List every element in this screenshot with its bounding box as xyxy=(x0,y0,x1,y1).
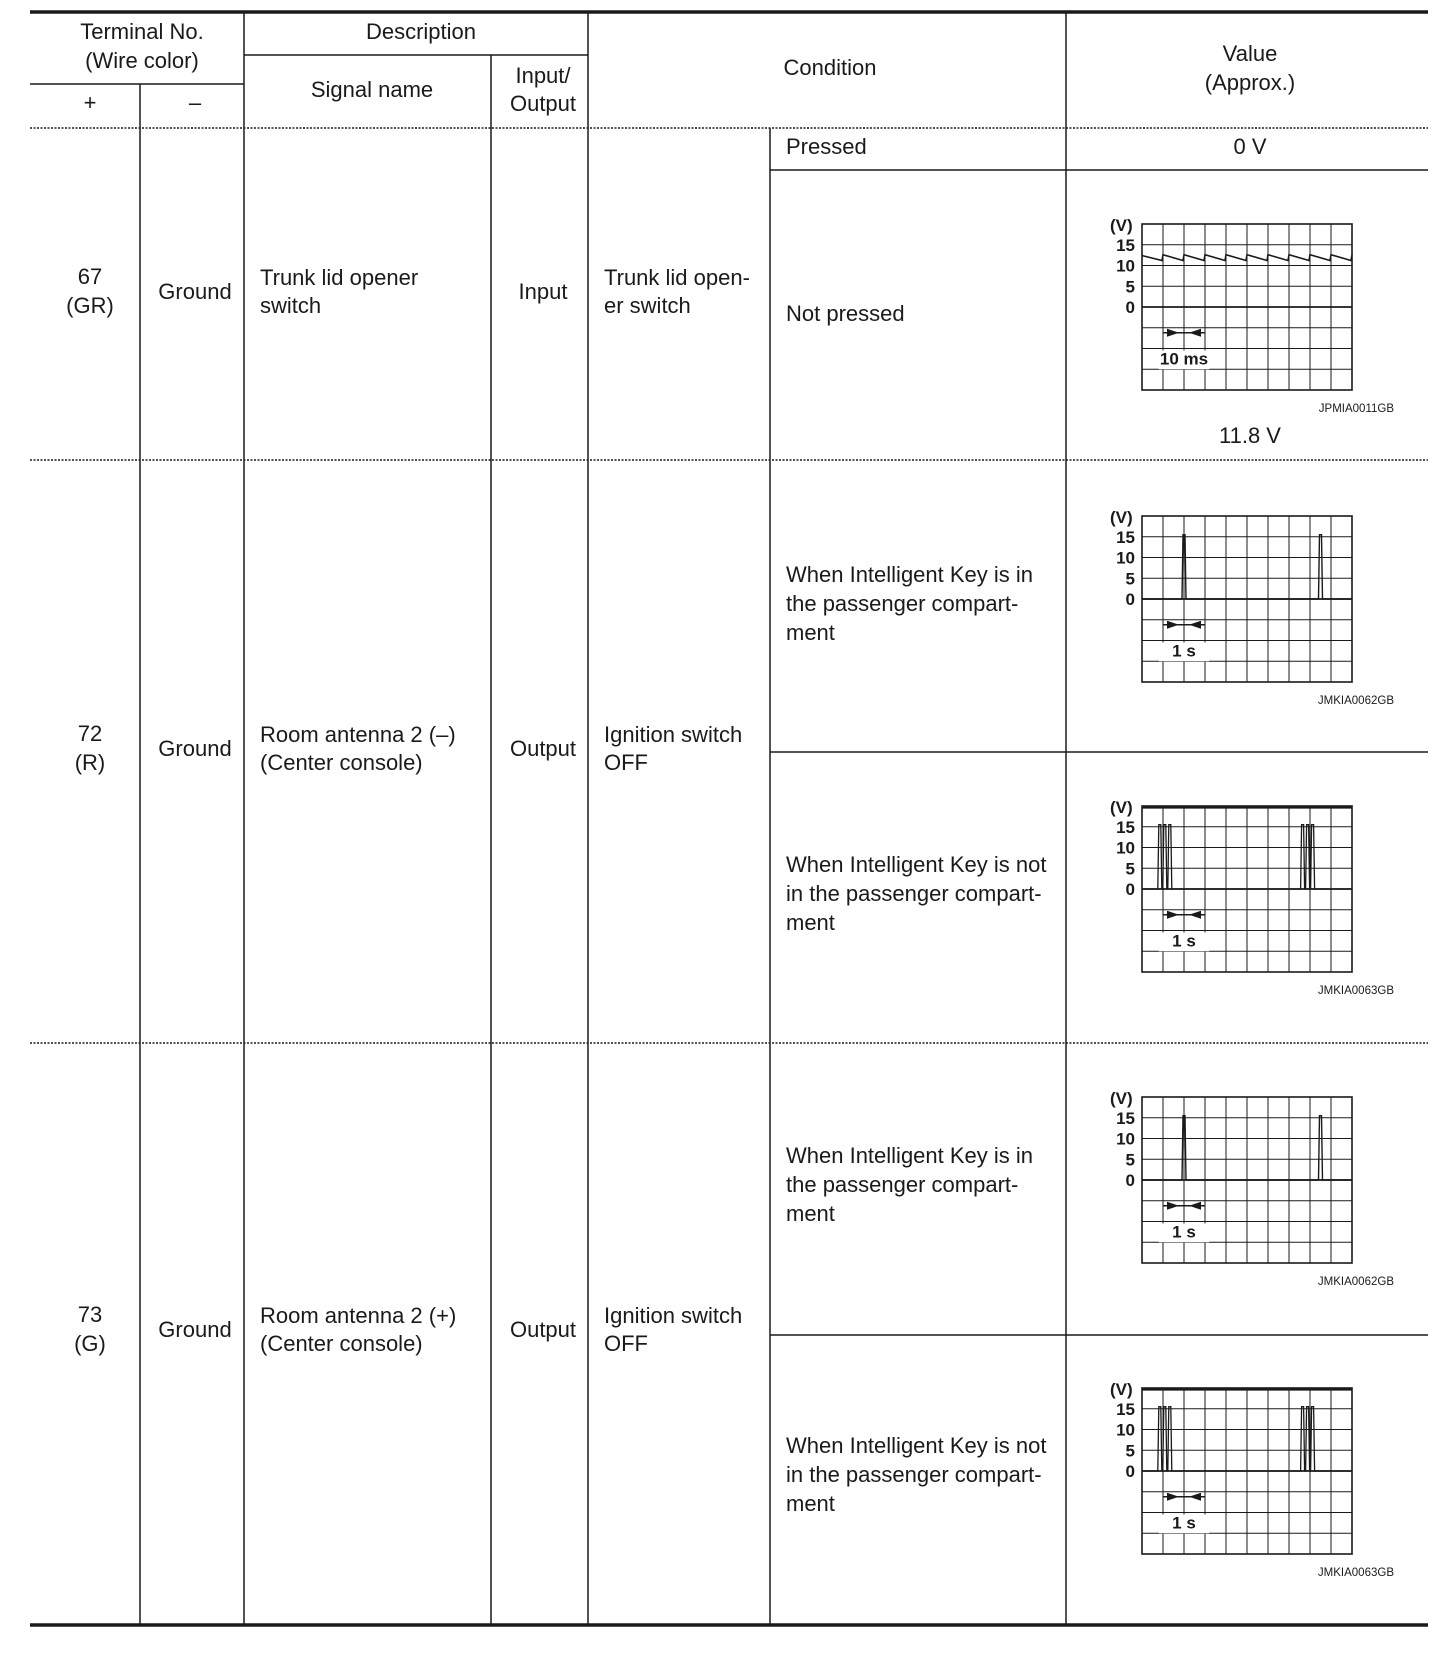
left-arrow-icon xyxy=(1189,621,1201,629)
waveform-tick-label: 5 xyxy=(1125,277,1135,297)
waveform-tick-label: 0 xyxy=(1125,590,1135,609)
right-arrow-icon xyxy=(1167,1202,1179,1210)
condition-line2: OFF xyxy=(604,1331,648,1356)
waveform-tick-label: 0 xyxy=(1125,298,1135,317)
waveform-tick-label: 10 xyxy=(1116,838,1135,858)
signal-name-line2: switch xyxy=(260,293,322,318)
waveform-tick-label: 5 xyxy=(1125,1441,1135,1461)
condition-line2: er switch xyxy=(604,293,691,318)
value-text: 11.8 V xyxy=(1219,423,1281,448)
sub-condition-line2: the passenger compart- xyxy=(786,591,1019,616)
right-arrow-icon xyxy=(1167,329,1179,337)
header-wire-color: (Wire color) xyxy=(85,48,199,73)
signal-name-line1: Room antenna 2 (–) xyxy=(260,722,456,747)
table-grid xyxy=(30,12,1428,1625)
header-value-approx: (Approx.) xyxy=(1204,70,1296,95)
sub-condition: Pressed xyxy=(786,134,867,159)
sub-condition-line2: in the passenger compart- xyxy=(786,1462,1042,1487)
sub-condition-line1: When Intelligent Key is not xyxy=(786,1433,1047,1458)
sub-condition-line1: When Intelligent Key is in xyxy=(786,562,1034,587)
waveform-tick-label: 15 xyxy=(1116,1108,1135,1128)
time-scale-label: 1 s xyxy=(1172,1222,1196,1242)
sub-condition: Not pressed xyxy=(786,301,905,326)
waveform-tick-label: 15 xyxy=(1116,235,1135,255)
waveform-unit-label: (V) xyxy=(1110,798,1133,817)
ground-terminal: Ground xyxy=(158,736,232,761)
waveform-unit-label: (V) xyxy=(1110,216,1133,235)
waveform-tick-label: 10 xyxy=(1116,548,1135,568)
right-arrow-icon xyxy=(1167,1493,1179,1501)
waveform-tick-label: 5 xyxy=(1125,569,1135,589)
figure-code: JMKIA0063GB xyxy=(1317,1567,1394,1579)
left-arrow-icon xyxy=(1189,1493,1201,1501)
right-arrow-icon xyxy=(1167,621,1179,629)
wire-color: (R) xyxy=(74,750,106,775)
waveform-chart xyxy=(1110,798,1394,997)
figure-code: JMKIA0062GB xyxy=(1317,695,1394,707)
waveform-tick-label: 0 xyxy=(1125,880,1135,899)
table-row xyxy=(74,1089,1394,1579)
waveform-tick-label: 10 xyxy=(1116,256,1135,276)
waveform-tick-label: 10 xyxy=(1116,1420,1135,1440)
terminal-number: 72 xyxy=(77,721,103,746)
condition-line1: Ignition switch xyxy=(604,1303,743,1328)
figure-code: JMKIA0063GB xyxy=(1317,985,1394,997)
table-row xyxy=(66,134,1394,448)
terminal-number: 73 xyxy=(77,1302,103,1327)
sub-condition-line1: When Intelligent Key is not xyxy=(786,852,1047,877)
waveform-chart xyxy=(1110,508,1394,707)
condition-line2: OFF xyxy=(604,750,648,775)
sub-condition-line2: the passenger compart- xyxy=(786,1172,1019,1197)
condition-line1: Ignition switch xyxy=(604,722,743,747)
waveform-chart xyxy=(1110,1380,1394,1579)
time-scale-label: 1 s xyxy=(1172,641,1196,661)
header-signal-name: Signal name xyxy=(310,77,434,102)
sub-condition-line3: ment xyxy=(786,910,835,935)
header-description: Description xyxy=(365,19,477,44)
waveform-tick-label: 15 xyxy=(1116,817,1135,837)
condition-line1: Trunk lid open- xyxy=(604,265,750,290)
sub-condition-line3: ment xyxy=(786,1491,835,1516)
waveform-unit-label: (V) xyxy=(1110,508,1133,527)
wire-color: (G) xyxy=(74,1331,106,1356)
waveform-unit-label: (V) xyxy=(1110,1089,1133,1108)
time-scale-label: 1 s xyxy=(1172,1513,1196,1533)
left-arrow-icon xyxy=(1189,329,1201,337)
header-input-output-line2: Output xyxy=(509,91,577,116)
header-value: Value xyxy=(1222,41,1278,66)
signal-name-line1: Trunk lid opener xyxy=(260,265,419,290)
ground-terminal: Ground xyxy=(158,1317,232,1342)
waveform-tick-label: 15 xyxy=(1116,1399,1135,1419)
waveform-unit-label: (V) xyxy=(1110,1380,1133,1399)
table-header xyxy=(80,19,1295,116)
waveform-tick-label: 5 xyxy=(1125,859,1135,879)
signal-name-line2: (Center console) xyxy=(260,1331,423,1356)
sub-condition-line1: When Intelligent Key is in xyxy=(786,1143,1034,1168)
left-arrow-icon xyxy=(1189,911,1201,919)
time-scale-label: 10 ms xyxy=(1159,349,1209,369)
sub-condition-line3: ment xyxy=(786,620,835,645)
header-minus: – xyxy=(188,90,202,115)
header-terminal-no: Terminal No. xyxy=(80,19,204,44)
waveform-tick-label: 0 xyxy=(1125,1171,1135,1190)
sub-condition-line2: in the passenger compart- xyxy=(786,881,1042,906)
header-input-output-line1: Input/ xyxy=(515,63,571,88)
sub-condition-line3: ment xyxy=(786,1201,835,1226)
input-output: Output xyxy=(509,1317,577,1342)
right-arrow-icon xyxy=(1167,911,1179,919)
signal-name-line2: (Center console) xyxy=(260,750,423,775)
waveform-tick-label: 10 xyxy=(1116,1129,1135,1149)
left-arrow-icon xyxy=(1189,1202,1201,1210)
figure-code: JPMIA0011GB xyxy=(1318,403,1394,415)
figure-code: JMKIA0062GB xyxy=(1317,1276,1394,1288)
input-output: Output xyxy=(509,736,577,761)
waveform-chart xyxy=(1110,1089,1394,1288)
header-plus: + xyxy=(83,90,97,115)
value-text: 0 V xyxy=(1233,134,1267,159)
terminal-number: 67 xyxy=(77,264,103,289)
waveform-tick-label: 15 xyxy=(1116,527,1135,547)
signal-name-line1: Room antenna 2 (+) xyxy=(260,1303,457,1328)
ground-terminal: Ground xyxy=(158,279,232,304)
wire-color: (GR) xyxy=(66,293,114,318)
header-condition: Condition xyxy=(783,55,877,80)
waveform-chart xyxy=(1110,216,1394,415)
input-output: Input xyxy=(518,279,568,304)
waveform-tick-label: 0 xyxy=(1125,1462,1135,1481)
waveform-tick-label: 5 xyxy=(1125,1150,1135,1170)
time-scale-label: 1 s xyxy=(1172,931,1196,951)
